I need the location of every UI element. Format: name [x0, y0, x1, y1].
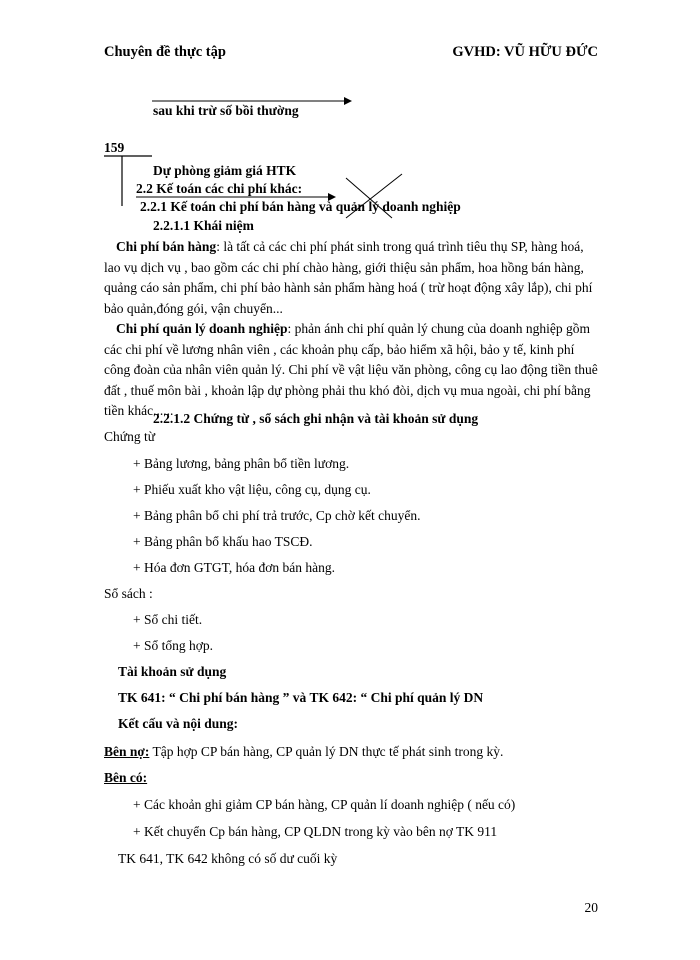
- section-2-2: 2.2 Kế toán các chi phí khác:: [136, 181, 303, 196]
- structure-label: Kết cấu và nội dung:: [118, 716, 239, 731]
- vouchers-label: Chứng từ: [104, 429, 156, 444]
- page-number: 20: [584, 900, 598, 915]
- credit-label: Bên có:: [104, 770, 148, 785]
- voucher-item: + Bảng phân bổ chi phí trả trước, Cp chờ kết chuyển.: [133, 508, 421, 523]
- selling-expense-term: Chi phí bán hàng: [116, 239, 217, 254]
- credit-item: + Kết chuyển Cp bán hàng, CP QLDN trong kỳ vào bên nợ TK 911: [133, 824, 498, 839]
- arrow-head: [344, 97, 352, 105]
- after-deduct-label: sau khi trừ số bồi thường: [153, 103, 299, 118]
- admin-expense-text: : phản ánh chi phí quản lý chung của doanh nghiệp gồm các chi phí về lương nhân viên , các khoản phụ cấp, bảo hiểm xã hội, bảo y tế, kinh phí công đoàn của nhân viên quản lý. Chi phí về vật liệu văn phòng, công cụ lao động tiền thuê đất , thuế môn bài , khoản lập dự phòng phải thu khó đòi, dịch vụ mua ngoài, chi phí bằng tiền khác......: [104, 321, 598, 418]
- voucher-item: + Bảng lương, bảng phân bổ tiền lương.: [133, 456, 350, 471]
- header-left: Chuyên đề thực tập: [104, 44, 226, 60]
- tk-title: TK 641: “ Chi phí bán hàng ” và TK 642: “ Chi phí quản lý DN: [118, 690, 484, 705]
- voucher-item: + Bảng phân bổ khấu hao TSCĐ.: [133, 534, 313, 549]
- credit-item: + Các khoản ghi giảm CP bán hàng, CP quản lí doanh nghiệp ( nếu có): [133, 797, 516, 812]
- selling-expense-paragraph: [104, 237, 598, 319]
- admin-expense-term: Chi phí quản lý doanh nghiệp: [116, 321, 288, 336]
- accounts-used-heading: Tài khoản sử dụng: [118, 664, 227, 679]
- debit-line: [104, 744, 503, 760]
- book-item: + Sổ chi tiết.: [133, 612, 203, 627]
- provision-label: Dự phòng giảm giá HTK: [153, 163, 297, 178]
- section-2-2-1-1: 2.2.1.1 Khái niệm: [153, 218, 254, 233]
- admin-expense-paragraph: [104, 319, 598, 422]
- debit-label: Bên nợ:: [104, 744, 150, 759]
- account-number: 159: [104, 140, 125, 155]
- voucher-item: + Hóa đơn GTGT, hóa đơn bán hàng.: [133, 560, 335, 575]
- section-2-2-1: 2.2.1 Kế toán chi phí bán hàng và quản lý doanh nghiệp: [140, 199, 461, 214]
- voucher-item: + Phiếu xuất kho vật liệu, công cụ, dụng cụ.: [133, 482, 371, 497]
- debit-text: Tập hợp CP bán hàng, CP quản lý DN thực tế phát sinh trong kỳ.: [149, 744, 504, 759]
- selling-expense-text: : là tất cả các chi phí phát sinh trong quá trình tiêu thụ SP, hàng hoá, lao vụ dịch vụ , bao gồm các chi phí chào hàng, giới thiệu sản phẩm, hoa hồng bán hàng, quảng cáo sản phẩm, chi phí bảo hành sản phẩm hàng hoá ( trừ hoạt động xây lắp), chi phí bảo quản,đóng gói, vận chuyển...: [104, 239, 593, 316]
- closing-note: TK 641, TK 642 không có số dư cuối kỳ: [118, 851, 338, 866]
- section-2-2-1-2: 2.2.1.2 Chứng từ , sổ sách ghi nhận và tài khoản sử dụng: [153, 411, 479, 426]
- books-label: Sổ sách :: [104, 586, 153, 601]
- header-right: GVHD: VŨ HỮU ĐỨC: [452, 44, 598, 60]
- book-item: + Sổ tổng hợp.: [133, 638, 214, 653]
